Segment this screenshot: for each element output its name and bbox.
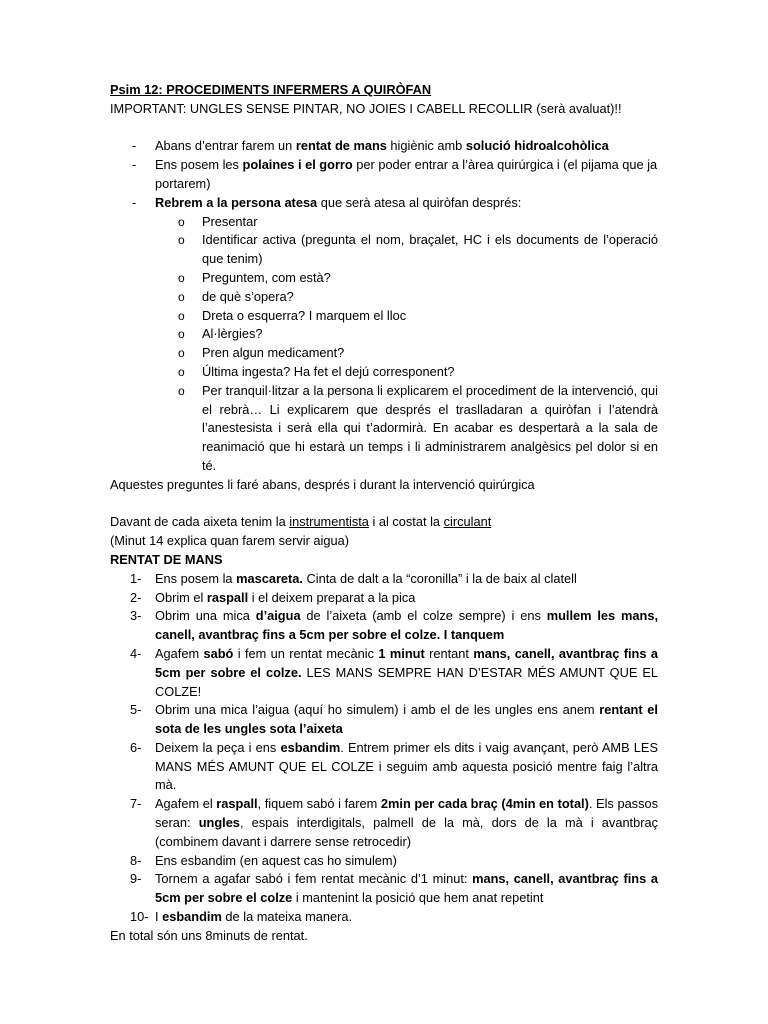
step-number: 8-: [130, 852, 142, 868]
sub-item: [110, 325, 658, 344]
faucet-line-mid: i al costat la: [368, 514, 444, 530]
faucet-line-pre: Davant de cada aixeta tenim la: [110, 514, 290, 530]
patient-questions-list: [110, 213, 658, 476]
text-run: Obrim una mica l’aigua (aquí ho simulem) i amb el de les ungles ens anem: [155, 702, 600, 718]
step-item: [110, 570, 658, 589]
sub-item: [110, 307, 658, 326]
text-run: higiènic amb: [386, 138, 466, 154]
circulant-term: circulant: [443, 514, 492, 530]
instrumentista-term: instrumentista: [289, 514, 369, 530]
sub-item: [110, 344, 658, 363]
text-run: Agafem: [155, 645, 204, 661]
text-run: Deixem la peça i ens: [155, 739, 281, 755]
text-run: Cinta de dalt a la “coronilla” i la de baix al clatell: [302, 570, 577, 586]
text-run: . Entrem primer els dits i vaig avançant, però AMB LES MANS MÉS AMUNT QUE EL COLZE i seguim amb aquesta posició mentre faig l’altra mà.: [155, 739, 658, 793]
handwash-steps-list: [110, 570, 658, 927]
text-run: per poder entrar a l’àrea quirúrgica i (el pijama que ja portarem): [155, 157, 658, 191]
text-run: Ens esbandim (en aquest cas ho simulem): [155, 852, 397, 868]
sub-item-text: Presentar: [202, 213, 258, 229]
text-run: . Els passos seran:: [155, 796, 658, 831]
rentat-heading: RENTAT DE MANS: [110, 551, 223, 567]
circle-bullet: o: [178, 308, 185, 323]
sub-item: [110, 231, 658, 269]
bold-run: solució hidroalcohòlica: [465, 138, 609, 154]
text-run: Ens posem les: [155, 157, 243, 173]
step-item: [110, 589, 658, 608]
questions-note: Aquestes preguntes li faré abans, després i durant la intervenció quirúrgica: [110, 476, 535, 492]
bold-run: sabó: [203, 645, 234, 661]
circle-bullet: o: [178, 383, 185, 398]
step-item: [110, 645, 658, 701]
text-run: i el deixem preparat a la pica: [248, 589, 416, 605]
bold-run: 1 minut: [378, 645, 425, 661]
bold-run: 2min per cada braç (4min en total): [380, 796, 589, 812]
circle-bullet: o: [178, 233, 185, 248]
step-text: [155, 608, 658, 642]
dash-item-text: [155, 138, 609, 153]
sub-item: [110, 269, 658, 288]
bold-run: ungles: [198, 815, 240, 831]
step-number: 4-: [130, 645, 142, 661]
circle-bullet: o: [178, 327, 185, 342]
total-note: En total són uns 8minuts de rentat.: [110, 927, 308, 943]
text-run: Obrim el: [155, 589, 207, 605]
dash-item-text: [155, 195, 521, 210]
text-run: Agafem el: [155, 796, 217, 812]
step-item: [110, 607, 658, 645]
bold-run: raspall: [206, 589, 249, 605]
text-run: Tornem a agafar sabó i fem rentat mecànic d’1 minut:: [155, 871, 473, 887]
step-number: 2-: [130, 589, 142, 605]
dash-item: [110, 194, 658, 213]
preparation-list: [110, 137, 658, 212]
text-run: , espais interdigitals, palmell de la mà, dors de la mà i avantbraç (combinem davant i darrere sense retrocedir): [155, 815, 659, 849]
bold-run: d’aigua: [255, 608, 301, 624]
bold-run: mullem les mans, canell, avantbraç fins a 5cm per sobre el colze. I tanquem: [155, 608, 659, 643]
sub-item-text: Preguntem, com està?: [202, 269, 331, 285]
step-text: [155, 909, 352, 924]
sub-item-text: Última ingesta? Ha fet el dejú corresponent?: [202, 363, 455, 379]
step-item: [110, 870, 658, 908]
sub-item-text: Identificar activa (pregunta el nom, braçalet, HC i els documents de l’operació que tenim): [202, 232, 658, 267]
step-number: 5-: [130, 702, 142, 718]
sub-item: [110, 213, 658, 232]
circle-bullet: o: [178, 270, 185, 285]
text-run: i mantenint la posició que hem anat repetint: [292, 890, 544, 906]
sub-item-text: Pren algun medicament?: [202, 345, 345, 361]
step-text: [155, 740, 658, 793]
dash-item: [110, 156, 658, 194]
dash-bullet: -: [132, 138, 137, 154]
sub-item-text: Al·lèrgies?: [202, 326, 263, 342]
bold-run: polaines i el gorro: [242, 157, 353, 173]
text-run: rentant: [424, 645, 474, 661]
step-item: [110, 701, 658, 739]
step-number: 1-: [130, 570, 142, 586]
step-text: [155, 646, 658, 699]
bold-run: Rebrem a la persona atesa: [155, 194, 318, 210]
step-text: [155, 702, 658, 736]
dash-bullet: -: [132, 157, 137, 173]
dash-item-text: [155, 157, 657, 191]
sub-item: [110, 363, 658, 382]
faucet-line: [110, 513, 658, 532]
text-run: , fiquem sabó i farem: [257, 796, 381, 812]
text-run: Abans d’entrar farem un: [155, 138, 296, 154]
step-item: [110, 908, 658, 927]
circle-bullet: o: [178, 214, 185, 229]
text-run: Obrim una mica: [155, 608, 256, 624]
step-text: [155, 796, 658, 849]
sub-item-text: Per tranquil·litzar a la persona li explicarem el procediment de la intervenció, qui el rebrà… Li explicarem que després el traslladaran a quiròfan i l’atendrà l’anestesista i serà ella qui t’adormirà. En acabar es despertarà a la sala de reanimació que hi estarà un temps i li administrarem analgèsics pel dolor si en té.: [202, 382, 658, 473]
sub-item-text: Dreta o esquerra? I marquem el lloc: [202, 307, 407, 323]
step-text: [155, 590, 415, 605]
text-run: que serà atesa al quiròfan després:: [317, 194, 522, 210]
dash-item: [110, 137, 658, 156]
text-run: de la mateixa manera.: [221, 909, 353, 925]
bold-run: raspall: [216, 796, 258, 812]
circle-bullet: o: [178, 346, 185, 361]
step-item: [110, 739, 658, 795]
text-run: LES MANS SEMPRE HAN D’ESTAR MÉS AMUNT QUE EL COLZE!: [155, 664, 658, 699]
text-run: I: [155, 909, 163, 925]
bold-run: mans, canell, avantbraç fins a 5cm per sobre el colze: [155, 871, 658, 906]
step-text: [155, 571, 577, 586]
sub-item-text: de què s’opera?: [202, 288, 294, 304]
bold-run: mans, canell, avantbraç fins a 5cm per sobre el colze.: [155, 645, 658, 680]
minute-note: (Minut 14 explica quan farem servir aigua): [110, 533, 349, 549]
bold-run: esbandim: [280, 739, 341, 755]
step-number: 9-: [130, 871, 142, 887]
text-run: i fem un rentat mecànic: [233, 645, 379, 661]
step-number: 10-: [130, 909, 149, 925]
sub-item: [110, 382, 658, 476]
circle-bullet: o: [178, 289, 185, 304]
bold-run: esbandim: [162, 909, 222, 925]
bold-run: mascareta.: [236, 570, 303, 586]
step-number: 3-: [130, 608, 142, 624]
text-run: de l’aixeta (amb el colze sempre) i ens: [300, 608, 547, 624]
step-text: [155, 871, 658, 905]
step-number: 6-: [130, 739, 142, 755]
circle-bullet: o: [178, 364, 185, 379]
important-note: IMPORTANT: UNGLES SENSE PINTAR, NO JOIES I CABELL RECOLLIR (serà avaluat)!!: [110, 100, 622, 116]
sub-item: [110, 288, 658, 307]
document-body: [110, 81, 658, 946]
step-item: [110, 795, 658, 851]
step-text: [155, 853, 397, 868]
dash-bullet: -: [132, 194, 137, 210]
text-run: Ens posem la: [155, 570, 237, 586]
bold-run: rentat de mans: [295, 138, 387, 154]
document-title: Psim 12: PROCEDIMENTS INFERMERS A QUIRÒFAN: [110, 82, 432, 97]
step-item: [110, 852, 658, 871]
bold-run: rentant el sota de les ungles sota l’aixeta: [155, 702, 658, 737]
step-number: 7-: [130, 796, 142, 812]
